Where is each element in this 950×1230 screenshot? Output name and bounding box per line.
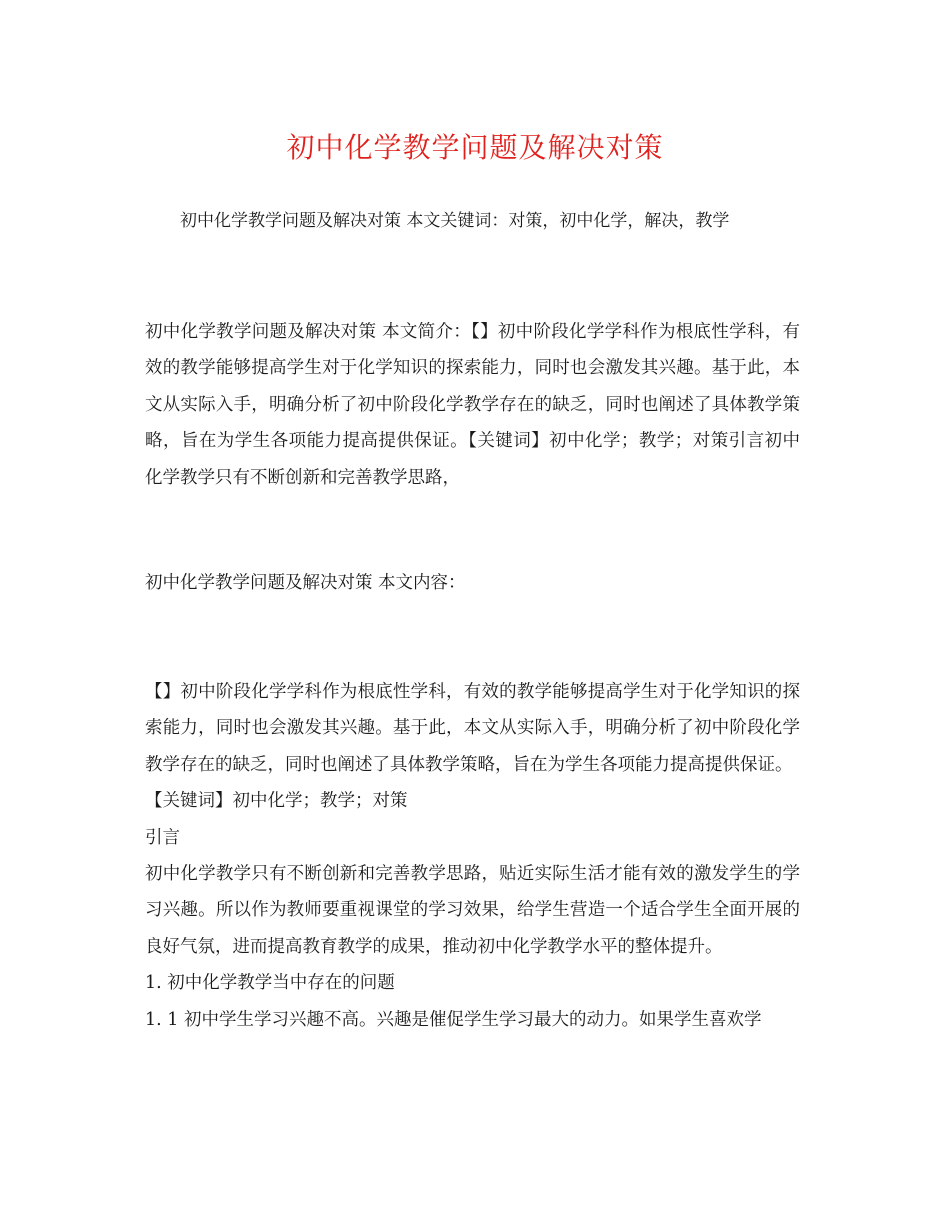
keywords-paragraph: 【关键词】初中化学；教学；对策 bbox=[145, 791, 408, 812]
section-1-1-paragraph: 1. 1 初中学生学习兴趣不高。兴趣是催促学生学习最大的动力。如果学生喜欢学 bbox=[145, 1009, 762, 1030]
content-label-text: 初中化学教学问题及解决对策 本文内容： bbox=[145, 573, 466, 593]
content-label bbox=[145, 565, 800, 601]
keywords-line: 初中化学教学问题及解决对策 本文关键词：对策，初中化学，解决，教学 bbox=[180, 211, 730, 231]
document-title: 初中化学教学问题及解决对策 bbox=[286, 131, 664, 164]
abstract-paragraph: 【】初中阶段化学学科作为根底性学科，有效的教学能够提高学生对于化学知识的探索能力，同时也会激发其兴趣。基于此，本文从实际入手，明确分析了初中阶段化学教学存在的缺乏，同时也阐述了具体教学策略，旨在为学生各项能力提高提供保证。 bbox=[145, 682, 800, 775]
section-1-heading: 1. 初中化学教学当中存在的问题 bbox=[145, 973, 395, 994]
summary-text: 初中化学教学问题及解决对策 本文简介：【】初中阶段化学学科作为根底性学科，有效的教学能够提高学生对于化学知识的探索能力，同时也会激发其兴趣。基于此，本文从实际入手，明确分析了初中阶段化学教学存在的缺乏，同时也阐述了具体教学策略，旨在为学生各项能力提高提供保证。【关键词】初中化学；教学；对策引言初中化学教学只有不断创新和完善教学思路， bbox=[145, 322, 800, 488]
intro-heading: 引言 bbox=[145, 827, 180, 848]
intro-paragraph: 初中化学教学只有不断创新和完善教学思路，贴近实际生活才能有效的激发学生的学习兴趣。所以作为教师要重视课堂的学习效果，给学生营造一个适合学生全面开展的良好气氛，进而提高教育教学的成果，推动初中化学教学水平的整体提升。 bbox=[145, 864, 800, 957]
summary-paragraph bbox=[145, 314, 800, 496]
body-content bbox=[145, 674, 800, 1038]
